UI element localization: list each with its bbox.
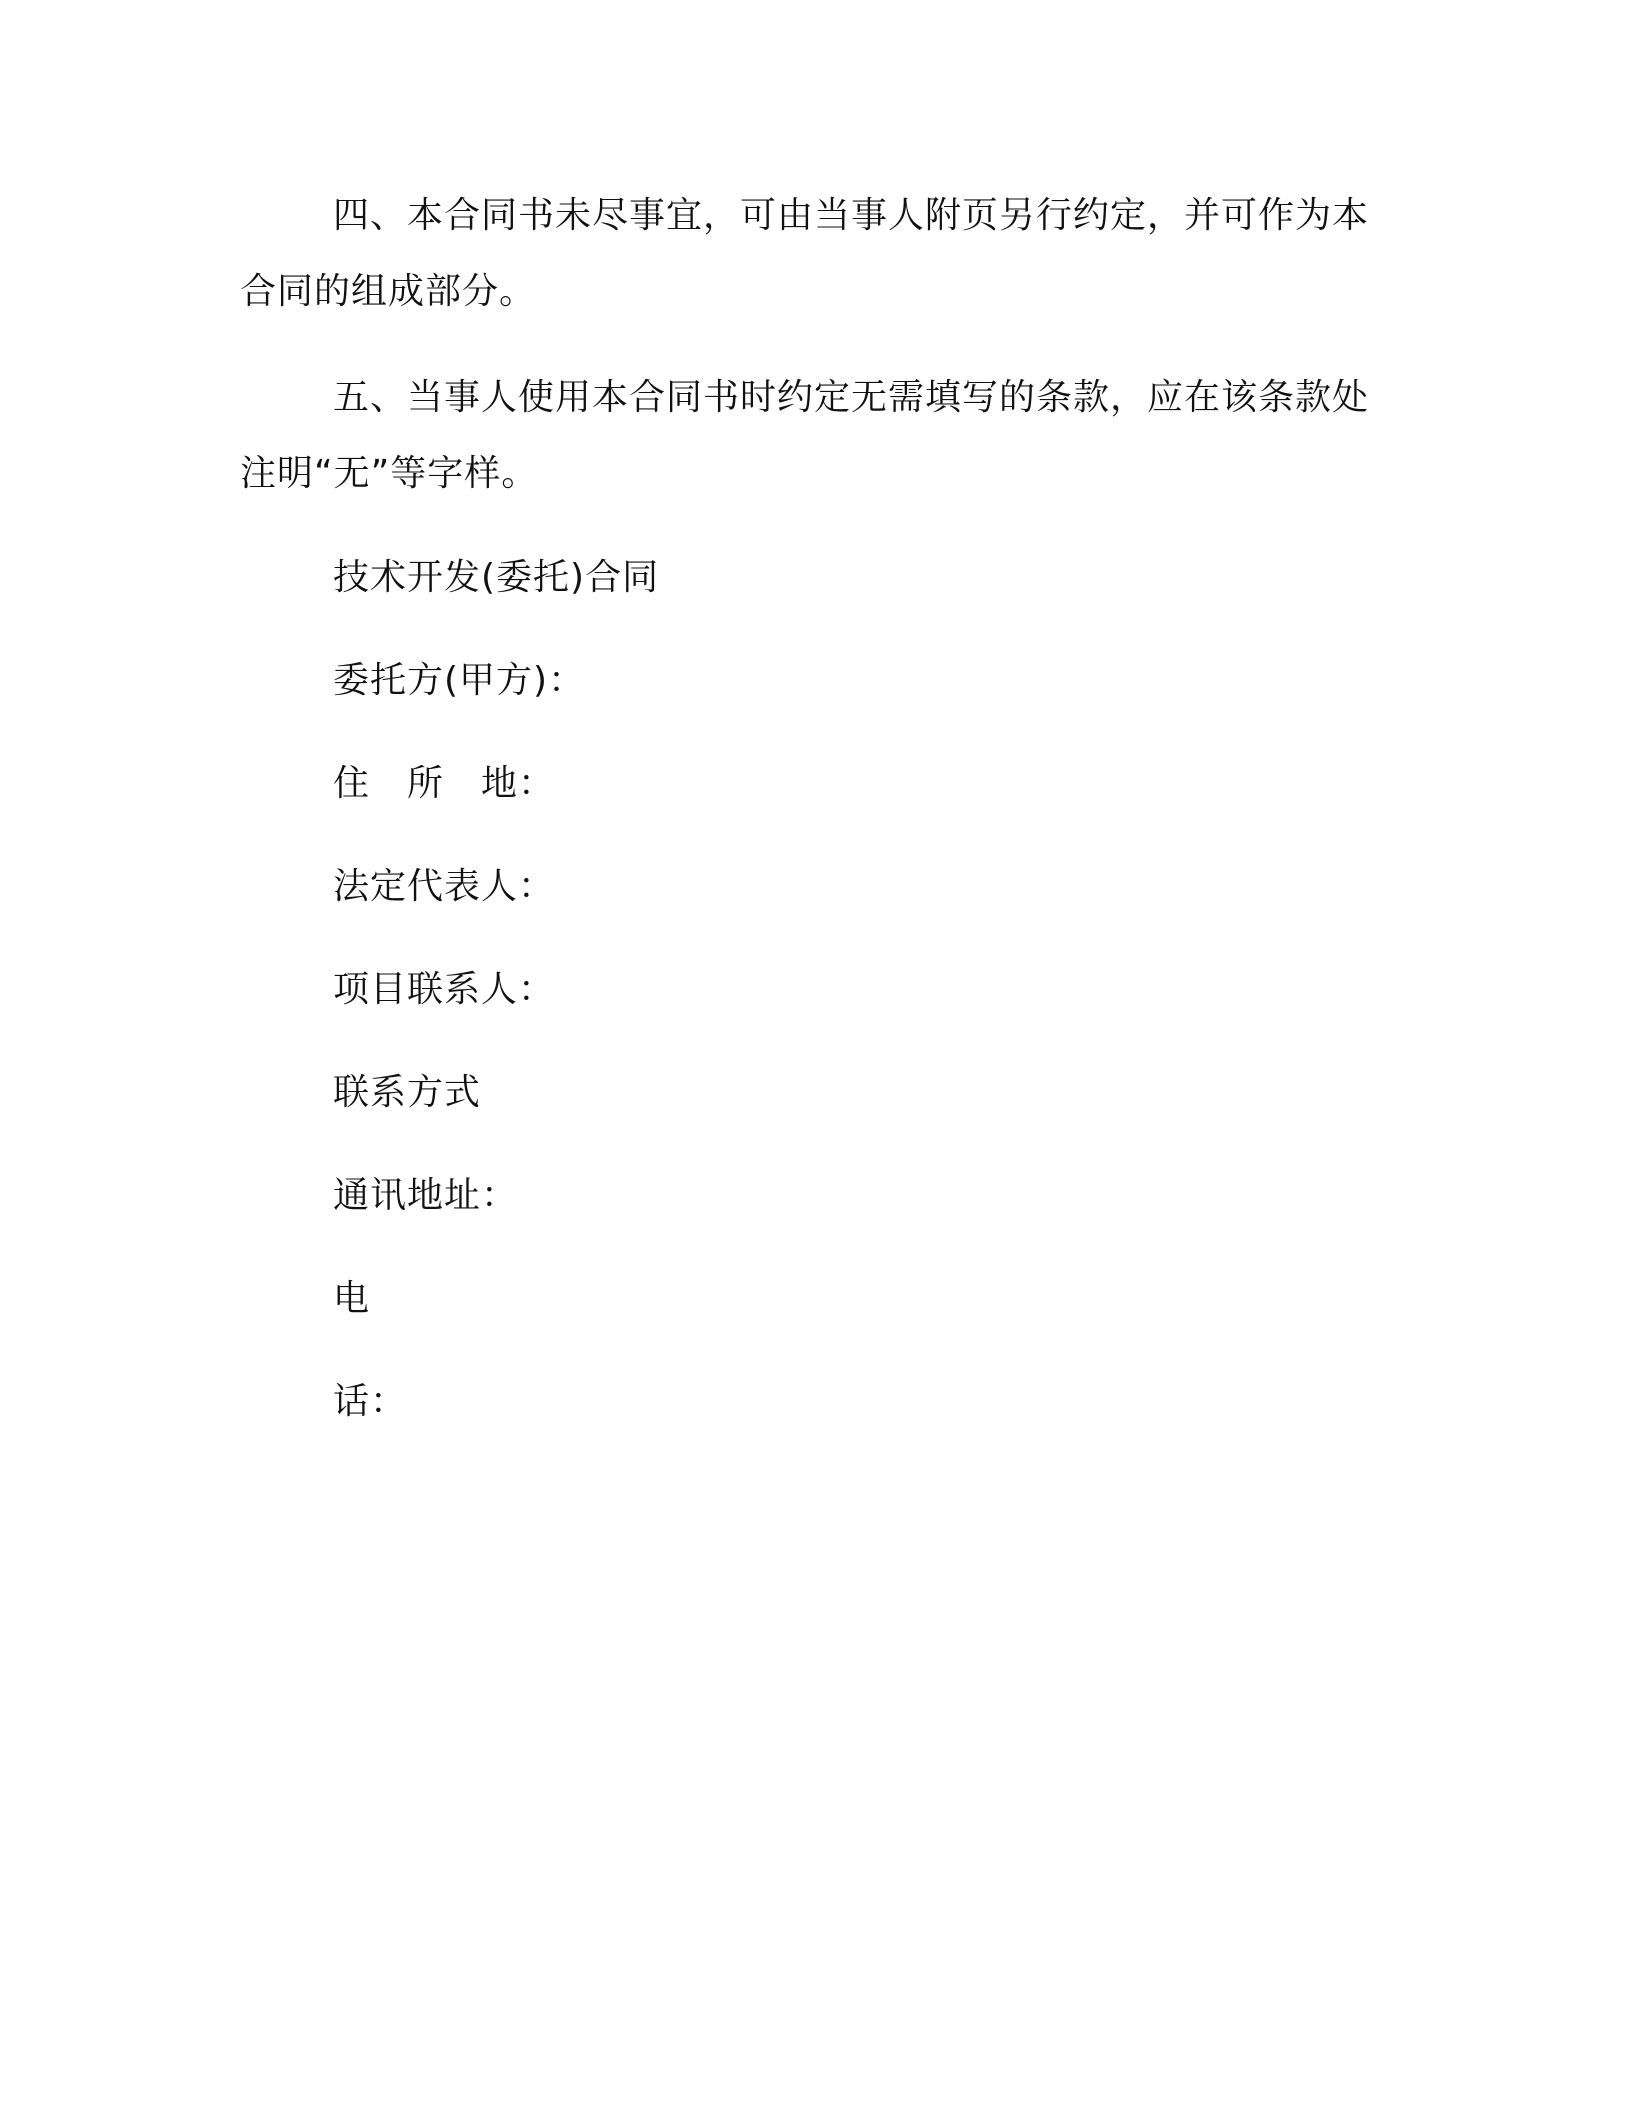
- field-phone-part2: 话：: [333, 1381, 408, 1422]
- contract-title: 技术开发(委托)合同: [333, 557, 660, 598]
- paragraph-item-4: 四、本合同书未尽事宜，可由当事人附页另行约定，并可作为本合同的组成部分。: [240, 195, 1370, 312]
- field-domicile: 住 所 地：: [333, 763, 556, 804]
- field-mailing-address: 通讯地址：: [333, 1175, 519, 1216]
- field-phone-part1: 电: [333, 1278, 371, 1319]
- field-legal-representative: 法定代表人：: [333, 866, 556, 907]
- field-project-contact: 项目联系人：: [333, 969, 556, 1010]
- paragraph-item-5: 五、当事人使用本合同书时约定无需填写的条款，应在该条款处注明“无”等字样。: [240, 377, 1370, 494]
- field-client: 委托方(甲方)：: [333, 660, 586, 701]
- field-contact-method: 联系方式: [333, 1072, 482, 1113]
